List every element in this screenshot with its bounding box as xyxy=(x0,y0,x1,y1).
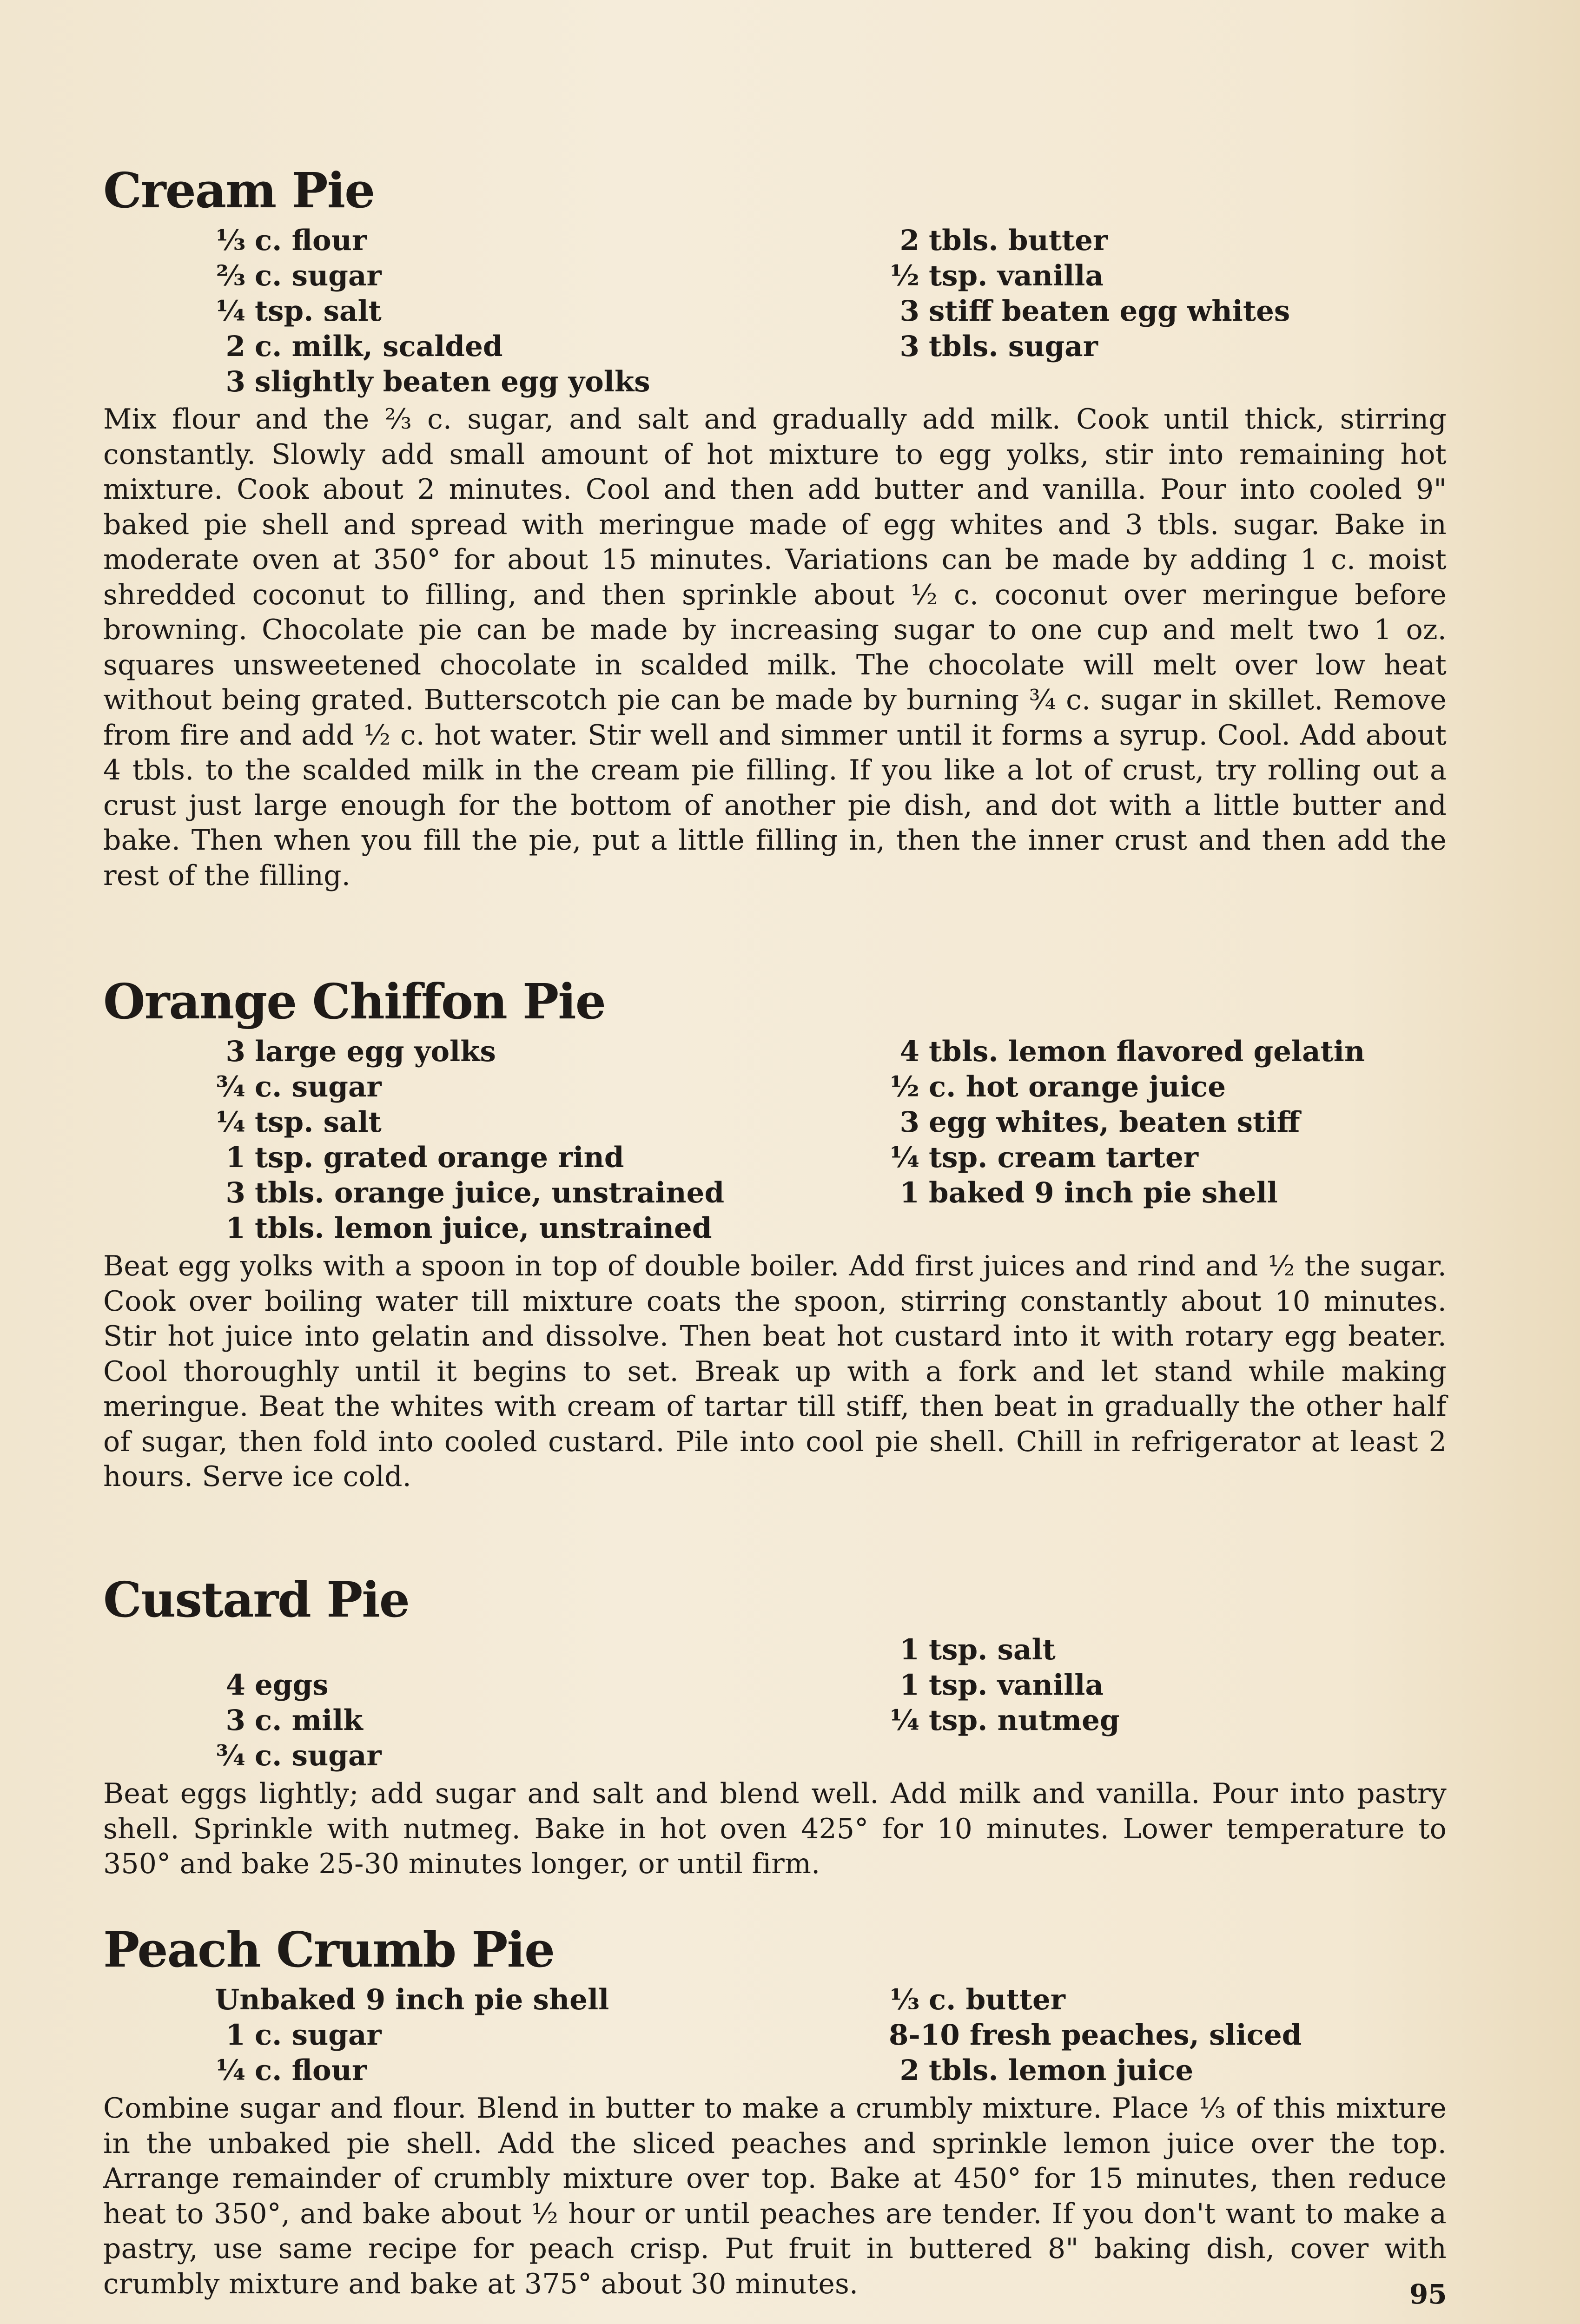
ingredient: ¾ c. sugar xyxy=(216,1070,382,1103)
page-number: 95 xyxy=(1409,2278,1447,2310)
ingredient: ¼ tsp. nutmeg xyxy=(890,1704,1120,1737)
recipe-custard-pie xyxy=(103,1567,1447,1882)
ingredients-right xyxy=(889,1632,1120,1738)
ingredients xyxy=(103,1982,1447,2091)
ingredient: ¼ tsp. salt xyxy=(216,295,382,328)
recipe-orange-chiffon-pie xyxy=(103,969,1447,1495)
ingredient: Unbaked 9 inch pie shell xyxy=(215,1983,609,2016)
ingredient: 3 tbls. orange juice, unstrained xyxy=(225,1176,725,1209)
recipe-title: Orange Chiffon Pie xyxy=(103,973,605,1030)
recipe-peach-crumb-pie xyxy=(103,1917,1447,2302)
ingredient: ¼ tsp. cream tarter xyxy=(890,1141,1199,1174)
ingredients xyxy=(103,223,1447,402)
ingredient: 2 c. milk, scalded xyxy=(225,330,503,363)
ingredient: 3 slightly beaten egg yolks xyxy=(225,365,650,398)
ingredient: 1 c. sugar xyxy=(225,2019,382,2052)
ingredient: 1 tsp. vanilla xyxy=(899,1669,1104,1702)
ingredient: 1 tsp. salt xyxy=(899,1633,1056,1666)
ingredient: 1 tsp. grated orange rind xyxy=(225,1141,624,1174)
ingredient: ⅓ c. butter xyxy=(890,1983,1065,2016)
recipe-instructions: Combine sugar and flour. Blend in butter to make a crumbly mixture. Place ⅓ of this mixture in the unbaked pie shell. Add the sliced peaches and sprinkle lemon juice over the top. Arrange remainder of crumbly mixture over top. Bake at 450° for 15 minutes, then reduce heat to 350°, and bake about ½ hour or until peaches are tender. If you don't want to make a pastry, use same recipe for peach crisp. Put fruit in buttered 8" baking dish, cover with crumbly mixture and bake at 375° about 30 minutes. xyxy=(103,2092,1447,2300)
ingredient: 2 tbls. lemon juice xyxy=(899,2054,1194,2087)
ingredient: 4 eggs xyxy=(225,1669,329,1702)
ingredient: 3 c. milk xyxy=(225,1704,363,1737)
ingredients xyxy=(103,1034,1447,1249)
ingredients-left xyxy=(215,223,650,400)
ingredient: ¾ c. sugar xyxy=(216,1739,382,1772)
ingredient: 3 large egg yolks xyxy=(225,1035,496,1068)
ingredient-spacer xyxy=(215,1632,382,1668)
ingredients-left xyxy=(215,1982,609,2088)
ingredient: ⅔ c. sugar xyxy=(216,259,382,292)
ingredient: 8-10 fresh peaches, sliced xyxy=(889,2019,1302,2052)
ingredient: 1 tbls. lemon juice, unstrained xyxy=(225,1212,712,1245)
ingredient: 4 tbls. lemon flavored gelatin xyxy=(899,1035,1365,1068)
ingredient: 2 tbls. butter xyxy=(899,224,1108,257)
ingredients-left xyxy=(215,1632,382,1774)
ingredients-left xyxy=(215,1034,724,1246)
ingredient: 3 stiff beaten egg whites xyxy=(899,295,1290,328)
ingredient: 3 tbls. sugar xyxy=(899,330,1098,363)
ingredient: ⅓ c. flour xyxy=(216,224,367,257)
recipe-cream-pie xyxy=(103,158,1447,893)
ingredient: 3 egg whites, beaten stiff xyxy=(899,1106,1300,1139)
ingredients-right xyxy=(889,223,1290,364)
recipe-title: Cream Pie xyxy=(103,162,375,219)
ingredients-right xyxy=(889,1034,1365,1211)
ingredient: ½ c. hot orange juice xyxy=(890,1070,1226,1103)
ingredients xyxy=(103,1632,1447,1776)
ingredients-right xyxy=(889,1982,1302,2088)
recipe-title: Peach Crumb Pie xyxy=(103,1921,555,1978)
recipe-instructions: Beat egg yolks with a spoon in top of double boiler. Add first juices and rind and ½ the sugar. Cook over boiling water till mixture coats the spoon, stirring constantly about 10 minutes. Stir hot juice into gelatin and dissolve. Then beat hot custard into it with rotary egg beater. Cool thoroughly until it begins to set. Break up with a fork and let stand while making meringue. Beat the whites with cream of tartar till stiff, then beat in gradually the other half of sugar, then fold into cooled custard. Pile into cool pie shell. Chill in refrigerator at least 2 hours. Serve ice cold. xyxy=(103,1250,1447,1493)
recipe-instructions: Beat eggs lightly; add sugar and salt and blend well. Add milk and vanilla. Pour into pastry shell. Sprinkle with nutmeg. Bake in hot oven 425° for 10 minutes. Lower temperature to 350° and bake 25-30 minutes longer, or until firm. xyxy=(103,1777,1447,1880)
ingredient: 1 baked 9 inch pie shell xyxy=(899,1176,1278,1209)
ingredient: ¼ c. flour xyxy=(216,2054,367,2087)
ingredient: ¼ tsp. salt xyxy=(216,1106,382,1139)
ingredient: ½ tsp. vanilla xyxy=(890,259,1104,292)
recipe-instructions: Mix flour and the ⅔ c. sugar, and salt and gradually add milk. Cook until thick, stirring constantly. Slowly add small amount of hot mixture to egg yolks, stir into remaining hot mixture. Cook about 2 minutes. Cool and then add butter and vanilla. Pour into cooled 9" baked pie shell and spread with meringue made of egg whites and 3 tbls. sugar. Bake in moderate oven at 350° for about 15 minutes. Variations can be made by adding 1 c. moist shredded coconut to filling, and then sprinkle about ½ c. coconut over meringue before browning. Chocolate pie can be made by increasing sugar to one cup and melt two 1 oz. squares unsweetened chocolate in scalded milk. The chocolate will melt over low heat without being grated. Butterscotch pie can be made by burning ¾ c. sugar in skillet. Remove from fire and add ½ c. hot water. Stir well and simmer until it forms a syrup. Cool. Add about 4 tbls. to the scalded milk in the cream pie filling. If you like a lot of crust, try rolling out a crust just large enough for the bottom of another pie dish, and dot with a little butter and bake. Then when you fill the pie, put a little filling in, then the inner crust and then add the rest of the filling. xyxy=(103,403,1447,892)
recipe-title: Custard Pie xyxy=(103,1571,409,1628)
